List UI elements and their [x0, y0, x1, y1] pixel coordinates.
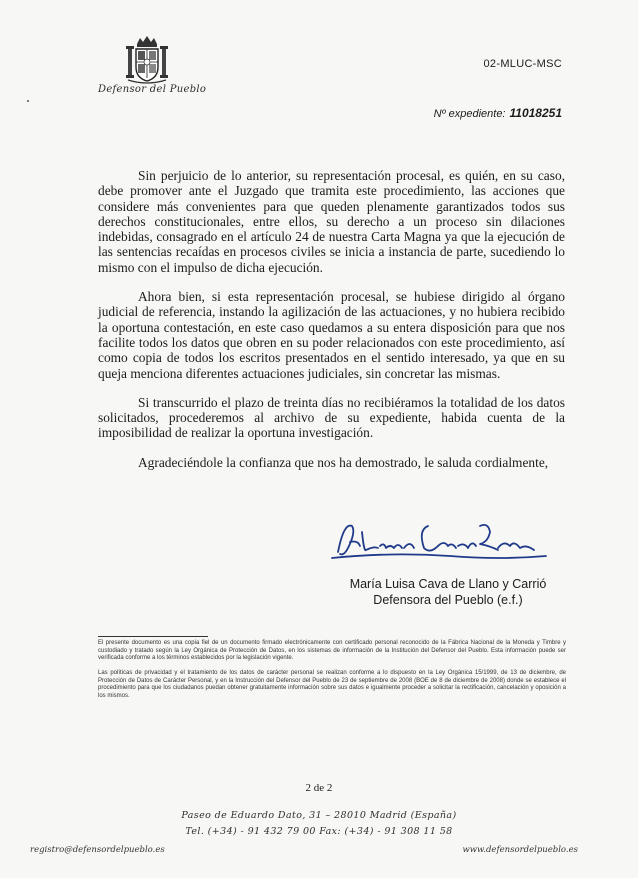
- scan-speck: [27, 100, 29, 102]
- expediente-label: Nº expediente:: [433, 108, 506, 120]
- signer-block: [340, 576, 556, 608]
- expediente-number: 11018251: [509, 106, 562, 120]
- expediente-line: [434, 106, 562, 120]
- signer-name: María Luisa Cava de Llano y Carrió: [349, 577, 547, 591]
- paragraph: Si transcurrido el plazo de treinta días no recibiéramos la totalidad de los datos solicitados, procederemos al archivo de su expediente, habida cuenta de la imposibilidad de realizar la oportuna investigación.: [98, 394, 565, 441]
- footnote-divider: [98, 636, 208, 637]
- email-address: registro@defensordelpueblo.es: [30, 845, 165, 855]
- institution-name: Defensor del Pueblo: [98, 84, 207, 95]
- phone-fax: Tel. (+34) - 91 432 79 00 Fax: (+34) - 91 308 11 58: [185, 826, 453, 837]
- footnote-privacy: Las políticas de privacidad y el tratamiento de los datos de carácter personal se realizan conforme a lo dispuesto en la Ley Orgánica 15/1999, de 13 de diciembre, de Protección de Datos de Carácter Personal, y en la Instrucción del Defensor del Pueblo de 23 de septiembre de 2008 (BOE de 8 de diciembre de 2008) donde se establece el procedimiento para que los ciudadanos puedan obtener gratuitamente información sobre sus datos e igualmente proceder a solicitar la rectificación, cancelación y oposición a los mismos.: [98, 670, 566, 699]
- letter-body: [98, 168, 565, 484]
- coat-of-arms-icon: [125, 34, 169, 86]
- document-code: 02-MLUC-MSC: [483, 58, 562, 70]
- page-number: 2 de 2: [305, 782, 333, 794]
- closing-paragraph: Agradeciéndole la confianza que nos ha demostrado, le saluda cordialmente,: [138, 454, 549, 470]
- signer-title: Defensora del Pueblo (e.f.): [373, 593, 523, 607]
- paragraph: Ahora bien, si esta representación procesal, se hubiese dirigido al órgano judicial de referencia, instando la agilización de las actuaciones, y no hubiera recibido la oportuna contestación, en este caso quedamos a su entera disposición para que nos facilite todos los datos que obren en su poder relacionados con este procedimiento, así como copia de todos los escritos presentados en el sentido interesado, ya que en su queja menciona diferentes actuaciones judiciales, sin concretar las mismas.: [98, 289, 565, 381]
- footnote-electronic-copy: El presente documento es una copia fiel de un documento firmado electrónicamente con certificado personal reconocido de la Fábrica Nacional de la Moneda y Timbre y custodiado y tratado según la Ley Orgánica de Protección de Datos, en los sistemas de información de la Institución del Defensor del Pueblo. Esta información puede ser verificada conforme a los términos establecidos por la legislación vigente.: [98, 640, 566, 662]
- paragraph: Sin perjuicio de lo anterior, su representación procesal, es quién, en su caso, debe promover ante el Juzgado que tramita este procedimiento, las acciones que considere más convenientes para que queden plenamente garantizados todos sus derechos constitucionales, entre ellos, su derecho a un proceso sin dilaciones indebidas, consagrado en el artículo 24 de nuestra Carta Magna ya que la ejecución de las sentencias recaídas en procesos civiles se inicia a instancia de parte, sucediendo lo mismo con el impulso de dicha ejecución.: [98, 168, 565, 275]
- postal-address: Paseo de Eduardo Dato, 31 – 28010 Madrid (España): [181, 810, 457, 821]
- handwritten-signature: [330, 512, 550, 574]
- website-address: www.defensordelpueblo.es: [462, 845, 578, 855]
